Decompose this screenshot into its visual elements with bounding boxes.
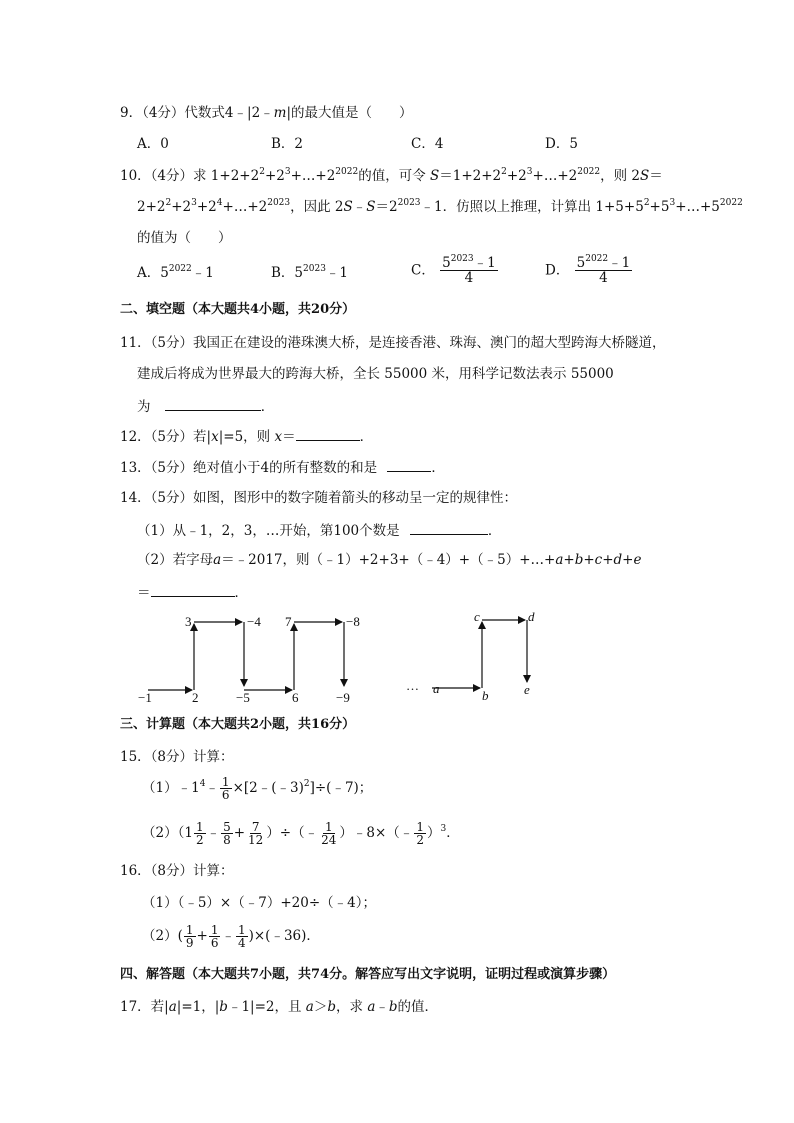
q14-stem: 14．（5分）如图，图形中的数字随着箭头的移动呈一定的规律性： — [120, 490, 518, 506]
fig-label-neg8: −8 — [346, 614, 360, 629]
q12-answer-blank[interactable] — [296, 426, 360, 441]
fig-label-neg4: −4 — [247, 614, 261, 629]
q10-option-d: D． $\frac{5^{2022}﹣1}{4}$ — [545, 254, 631, 286]
q14-arrow-figure — [130, 610, 550, 706]
fig-label-b: b — [482, 688, 489, 703]
q17-line: 17．若|a|=1，|b﹣1|=2，且 a＞b，求 a﹣b的值． — [120, 999, 439, 1015]
q9-option-a: A．0 — [137, 136, 169, 152]
q16-part1: （1）（﹣5）×（﹣7）+20÷（﹣4）； — [142, 895, 376, 911]
q14-part1: （1）从﹣1，2，3，…开始，第100个数是 ． — [137, 520, 501, 540]
q11-line3: 为 ． — [137, 396, 274, 416]
q13-answer-blank[interactable] — [387, 457, 431, 472]
fig-label-neg5: −5 — [236, 690, 250, 705]
q9-option-d: D．5 — [545, 136, 578, 152]
q11-line1: 11．（5分）我国正在建设的港珠澳大桥，是连接香港、珠海、澳门的超大型跨海大桥隧道， — [120, 335, 666, 351]
q12-line: 12．（5分）若|x|=5，则 x＝ ． — [120, 426, 373, 446]
q16-part2: （2）( $\frac{1}{9}$ + $\frac{1}{6}$ ﹣ $\frac{1}{4}$ )×(﹣36)． — [142, 923, 320, 950]
fig-label-a: a — [433, 681, 440, 696]
fig-label-d: d — [528, 610, 535, 624]
q10-line3: 的值为（ ） — [137, 230, 232, 246]
q14-part2: （2）若字母a＝﹣2017，则（﹣1）+2+3+（﹣4）+（﹣5）+…+a+b+c+d+e — [137, 552, 642, 568]
fig-label-c: c — [474, 610, 480, 624]
q10-option-b: B．$5^{2023}﹣1$ — [271, 264, 349, 281]
q10-option-a: A．$5^{2022}﹣1$ — [137, 264, 214, 281]
section-fill-in-heading: 二、填空题（本大题共4小题，共20分） — [120, 302, 356, 317]
q10-line1: 10．（4分）求 $1+2+2^2+2^3+\dots+2^{2022}$的值，可令 $S=1+2+2^2+2^3+\dots+2^{2022}$，则 2S＝ — [120, 167, 663, 184]
q14-part1-blank[interactable] — [410, 520, 488, 535]
q14-part2-cont: ＝ ． — [137, 582, 248, 602]
q15-part2: （2）（1 $\frac{1}{2}$ ﹣ $\frac{5}{8}$ + $\frac{7}{12}$ ）÷（﹣ $\frac{1}{24}$ ）﹣8×（﹣ $\frac{1}{2}$ ）$^3$． — [142, 820, 460, 847]
q15-stem: 15．（8分）计算： — [120, 749, 234, 765]
q14-part2-blank[interactable] — [151, 582, 235, 597]
fig-label-7: 7 — [285, 614, 292, 629]
q13-line: 13．（5分）绝对值小于4的所有整数的和是 ． — [120, 457, 445, 477]
fig-ellipsis: … — [406, 678, 419, 693]
q9-option-c: C．4 — [411, 136, 444, 152]
fig-label-neg1: −1 — [138, 690, 152, 705]
q11-answer-blank[interactable] — [165, 396, 261, 411]
fig-label-neg9: −9 — [336, 690, 350, 705]
q9-option-b: B．2 — [271, 136, 304, 152]
q16-stem: 16．（8分）计算： — [120, 863, 234, 879]
fig-label-6: 6 — [292, 690, 299, 705]
q10-line2: $2+2^2+2^3+2^4+\dots+2^{2023}$，因此 $2S﹣S=2^{2023}﹣1$．仿照以上推理，计算出 $1+5+5^2+5^3+\dots+5^{2022}$ — [137, 198, 743, 215]
section-answer-heading: 四、解答题（本大题共7小题，共74分。解答应写出文字说明，证明过程或演算步骤） — [120, 967, 616, 982]
q9-stem: 9．（4分）代数式4﹣|2﹣m|的最大值是（ ） — [120, 105, 413, 121]
q10-option-c: C． $\frac{5^{2023}﹣1}{4}$ — [411, 254, 496, 286]
fig-label-3: 3 — [185, 614, 192, 629]
fig-label-e: e — [524, 682, 530, 697]
q11-line2: 建成后将成为世界最大的跨海大桥，全长 55000 米，用科学记数法表示 55000 — [137, 366, 614, 382]
fig-label-2: 2 — [192, 690, 199, 705]
section-calc-heading: 三、计算题（本大题共2小题，共16分） — [120, 717, 356, 732]
q15-part1: $(1)﹣1^4﹣$ $\frac{1}{6}$ ×[2﹣(﹣3)$^2$]÷(﹣7)； — [142, 775, 373, 802]
